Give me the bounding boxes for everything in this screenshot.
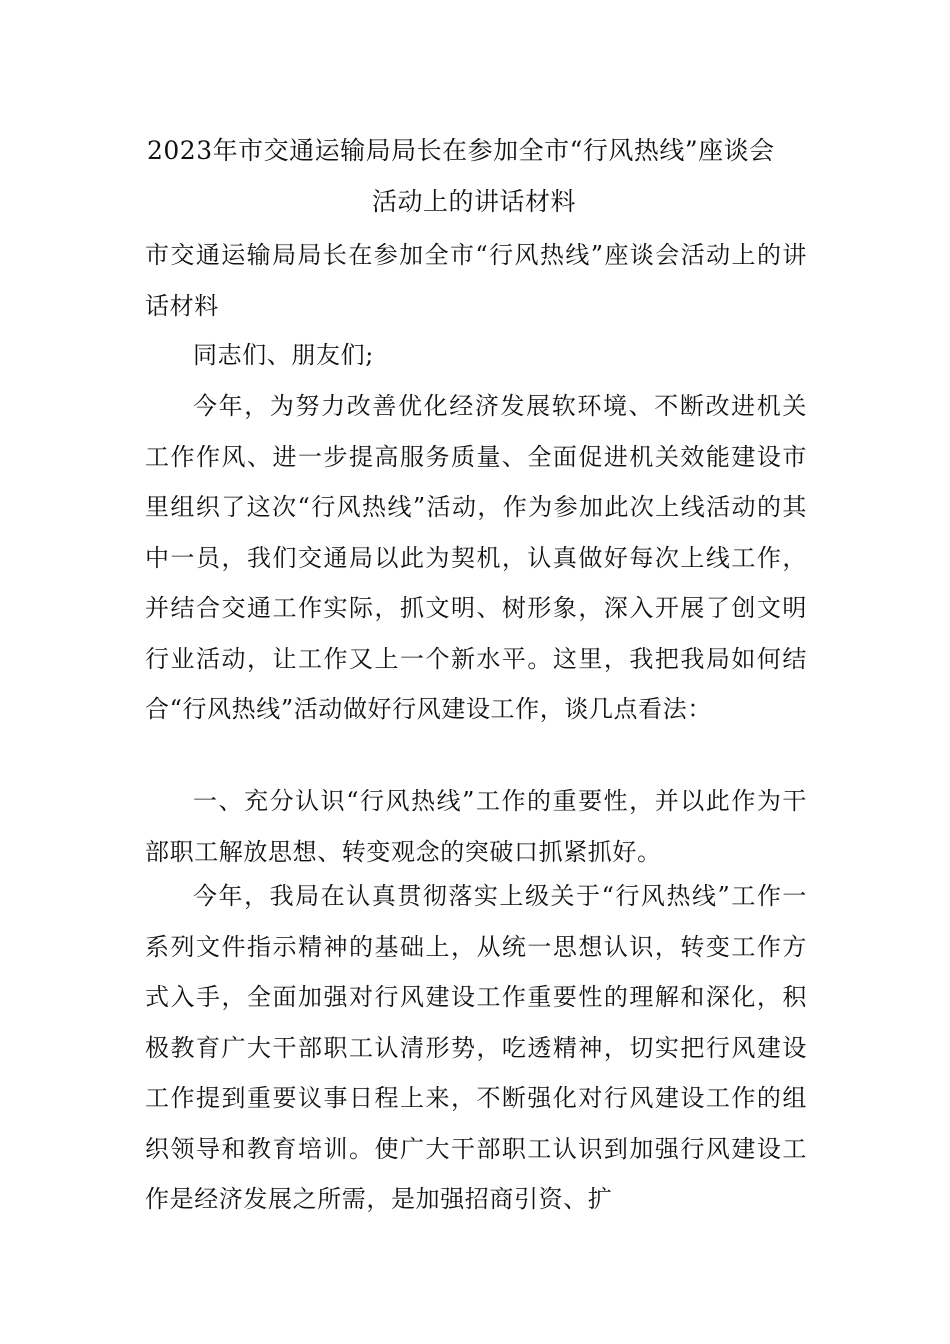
document-title-line-1: 2023年市交通运输局局长在参加全市“行风热线”座谈会 bbox=[147, 136, 775, 165]
document-subtitle: 市交通运输局局长在参加全市“行风热线”座谈会活动上的讲话材料 bbox=[145, 241, 807, 320]
paragraph-1: 今年，为努力改善优化经济发展软环境、不断改进机关工作作风、进一步提高服务质量、全面促进机关效能建设市里组织了这次“行风热线”活动，作为参加此次上线活动的其中一员，我们交通局以此为契机，认真做好每次上线工作，并结合交通工作实际，抓文明、树形象，深入开展了创文明行业活动，让工作又上一个新水平。这里，我把我局如何结合“行风热线”活动做好行风建设工作，谈几点看法： bbox=[145, 392, 807, 723]
document-title-line-2: 活动上的讲话材料 bbox=[372, 187, 577, 216]
paragraph-3: 今年，我局在认真贯彻落实上级关于“行风热线”工作一系列文件指示精神的基础上，从统一思想认识，转变工作方式入手，全面加强对行风建设工作重要性的理解和深化，积极教育广大干部职工认清形势，吃透精神，切实把行风建设工作提到重要议事日程上来，不断强化对行风建设工作的组织领导和教育培训。使广大干部职工认识到加强行风建设工作是经济发展之所需，是加强招商引资、扩 bbox=[145, 882, 807, 1213]
greeting: 同志们、朋友们; bbox=[193, 341, 374, 369]
paragraph-2-heading: 一、充分认识“行风热线”工作的重要性，并以此作为干部职工解放思想、转变观念的突破口抓紧抓好。 bbox=[145, 787, 807, 866]
